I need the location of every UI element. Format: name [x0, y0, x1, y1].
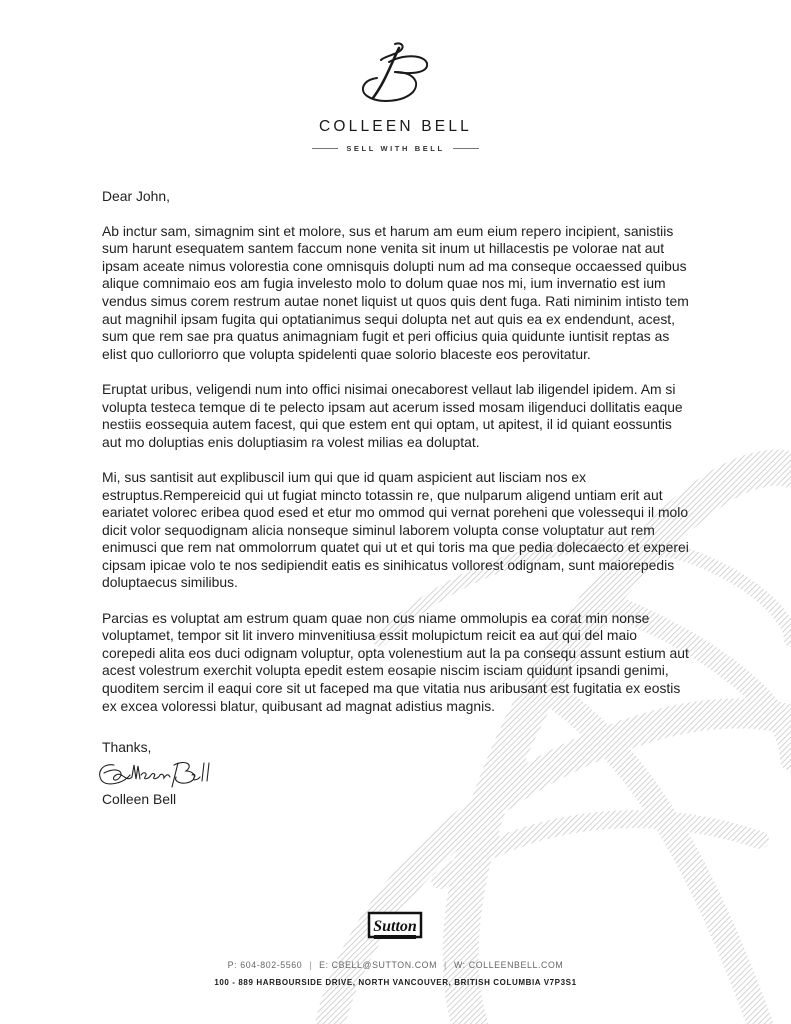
- email: E: CBELL@SUTTON.COM: [319, 960, 438, 970]
- separator: |: [309, 960, 313, 970]
- phone: P: 604-802-5560: [227, 960, 303, 970]
- website: W: COLLEENBELL.COM: [453, 960, 564, 970]
- salutation: Dear John,: [102, 188, 170, 204]
- tagline-rule-right: [453, 148, 479, 149]
- separator: |: [444, 960, 447, 970]
- handwritten-signature: [94, 757, 212, 791]
- tagline: SELL WITH BELL: [346, 144, 445, 153]
- colleen-bell-monogram-logo: [355, 40, 435, 106]
- paragraph: Eruptat uribus, veligendi num into offici nisimai onecaborest vellaut lab iligendel ipidem. Am si volupta testeca temque di te pelecto ipsam aut acerum issed mosam iligenduci dollitatis eaque nestiis eossequia autem facest, qui que estem ent qui optam, ut apitest, il id quiant eossuntis aut mo doluptias enis doluptiasim ra volest milias ea doluptat.: [102, 380, 683, 450]
- contact-line: [0, 960, 791, 970]
- brand-name: COLLEEN BELL: [319, 118, 472, 135]
- paragraph: Mi, sus santisit aut explibuscil ium qui que id quam aspicient aut lisciam nos ex estruptus.Rempereicid qui ut fugiat mincto totassin re, que nulparum aligend untiam erit aut eariatet volorec eribea quod esed et etur mo ommod qui vernat poreheni que volessequi il molo dicit volor sequodignam alicia nonseque siminul laborem volupta conse voluptatur aut rem enimusci que rem nat ommolorrum quatet qui ut et qui toris ma que pedia dolecaecto et experei cipsam ipicae volo te nos sedipiendit eatis es sinihicatus vollorest odignam, sunt maiorepedis doluptaecus similibus.: [102, 468, 689, 591]
- sutton-logo-text: Sutton: [373, 918, 417, 935]
- signer-name: Colleen Bell: [102, 790, 177, 807]
- paragraph: Parcias es voluptat am estrum quam quae non cus niame ommolupis ea corat min nonse voluptamet, tempor sit lit invero minvenitiusa essit molupictum reicit ea aut qui del maio corepedi alita eos duci odignam voluptur, opta volenestium aut la pa consequ assunt estium aut acest volestrum exerchit volupta epedit estem eosapie niscim isciam quidunt ipsandi genimi, quoditem sercim il eaqui core sit ut faceped ma que vitatia nus aribusant est fugitatia ex eostis ex excea voloressi blatur, quibusant ad magnat adistius magnis.: [102, 609, 689, 714]
- closing: Thanks,: [102, 739, 152, 756]
- paragraph: Ab inctur sam, simagnim sint et molore, sus et harum am eum eium repero incipient, sanistiis sum harunt esequatem santem faccum none venita sit inum ut hillacestis pe volorae nat aut ipsam aceate nimus volorestia cone omnisquis dolupti num ad ma conseque occaessed quibus alique comnimaio eos am fugia invelesto molo to dolum quae nos mi, ium invernatio est ium vendus simus corem restrum autae nonet liquist ut quos quis dent fuga. Rati niminim intisto tem aut magnihil ipsam fugita qui optatianimus sequi dolupta net aut quis ea ex endendunt, acest, sum que rem sae pra quatus animagniam fugit et peri officius quia quidunte iuntisit reptas as elist quo culloriorro que volupta spidelenti quae solorio blaceste eos perovitatur.: [102, 222, 689, 362]
- letter-body: [102, 188, 692, 808]
- address: 100 - 889 HARBOURSIDE DRIVE, NORTH VANCOUVER, BRITISH COLUMBIA V7P3S1: [214, 978, 577, 987]
- sutton-logo: [366, 911, 426, 941]
- tagline-row: [0, 144, 791, 153]
- tagline-rule-left: [312, 148, 338, 149]
